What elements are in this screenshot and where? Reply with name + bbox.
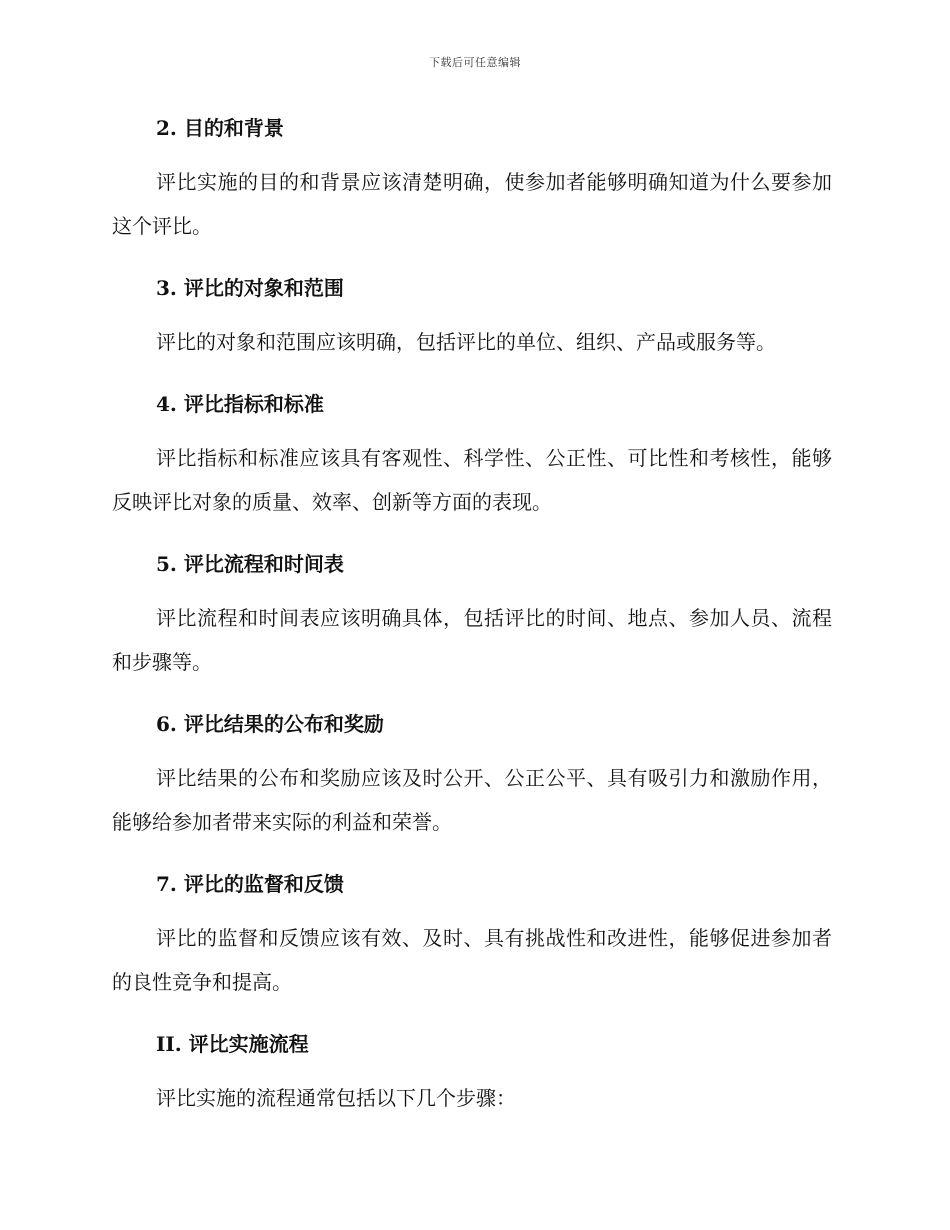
section-heading: 4. 评比指标和标准 — [156, 392, 324, 416]
section-paragraph: 评比指标和标准应该具有客观性、科学性、公正性、可比性和考核性，能够反映评比对象的质量、效率、创新等方面的表现。 — [112, 446, 832, 514]
section-heading: II. 评比实施流程 — [156, 1032, 309, 1056]
section-paragraph: 评比实施的目的和背景应该清楚明确，使参加者能够明确知道为什么要参加这个评比。 — [112, 170, 832, 238]
page-header: 下载后可任意编辑 — [429, 56, 521, 69]
section-heading: 5. 评比流程和时间表 — [156, 552, 344, 576]
section-paragraph: 评比的监督和反馈应该有效、及时、具有挑战性和改进性，能够促进参加者的良性竞争和提高。 — [112, 926, 832, 994]
section-heading: 3. 评比的对象和范围 — [156, 276, 344, 300]
section-paragraph: 评比实施的流程通常包括以下几个步骤： — [156, 1086, 516, 1110]
section-paragraph: 评比结果的公布和奖励应该及时公开、公正公平、具有吸引力和激励作用，能够给参加者带来实际的利益和荣誉。 — [112, 766, 832, 834]
document-body — [112, 108, 832, 1120]
section-paragraph: 评比的对象和范围应该明确，包括评比的单位、组织、产品或服务等。 — [156, 330, 776, 354]
section-heading: 6. 评比结果的公布和奖励 — [156, 712, 384, 736]
section-heading: 2. 目的和背景 — [156, 116, 284, 140]
section-heading: 7. 评比的监督和反馈 — [156, 872, 344, 896]
section-paragraph: 评比流程和时间表应该明确具体，包括评比的时间、地点、参加人员、流程和步骤等。 — [112, 606, 832, 674]
